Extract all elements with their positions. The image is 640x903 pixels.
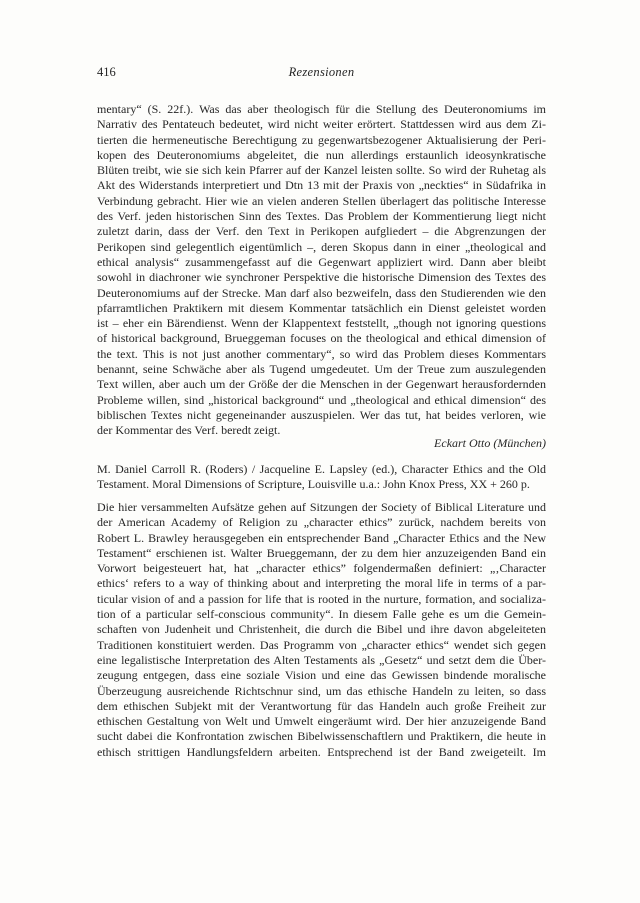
text-line: kopen des Deuteronomiums abgeleitet, die nun allerdings erstaunlich ideosynkratische	[97, 147, 546, 162]
text-line: M. Daniel Carroll R. (Roders) / Jacqueline E. Lapsley (ed.), Character Ethics and the Old	[97, 462, 546, 476]
text-line: dem ethischen Subjekt mit der Verantwortung für das Handeln auch große Freiheit zur	[97, 698, 546, 713]
text-line: Deuteronomiums auf der Strecke. Man darf also bezweifeln, dass den Studierenden wie den	[97, 285, 546, 300]
text-line: ethischen Gestaltung von Welt und Umwelt eingeräumt wird. Der hier anzuzeigende Band	[97, 714, 546, 729]
text-line: mentary“ (S. 22f.). Was das aber theologisch für die Stellung des Deuteronomiums im	[97, 102, 546, 116]
text-line: Narrativ des Pentateuch bedeutet, wird nicht weiter erörtert. Stattdessen wird aus dem Zi-	[97, 117, 546, 132]
text-line: pfarramtlichen Praktikern mit diesem Kommentar tatsächlich ein Dienst geleistet worden	[97, 300, 546, 315]
text-line: Blüten treibt, wie sie sich kein Pfarrer auf der Kanzel leisten sollte. So wird der Ruhetag als	[97, 163, 546, 178]
text-line: zeugung entgegen, dass eine soziale Vision und eine das Gewissen bindende moralische	[97, 668, 546, 683]
text-line: des Verf. jeden historischen Sinn des Textes. Das Problem der Kommentierung liegt nicht	[97, 209, 546, 224]
running-title: Rezensionen	[288, 65, 355, 79]
text-line: tion of a particular self-conscious community“. In diesem Falle gehe es um die Gemein-	[97, 607, 546, 622]
text-line: Traditionen konstituiert werden. Das Programm von „character ethics“ wendet sich gegen	[97, 637, 546, 652]
text-line: ethical analysis“ zusammengefasst auf die Gegenwart appliziert wird. Dann aber bleibt	[97, 254, 546, 269]
text-line: of historical background, Brueggeman focuses on the theological and ethical dimension of	[97, 331, 546, 346]
review2-body-paragraph	[97, 500, 546, 760]
text-line: Perikopen sind gelegentlich eigentümlich –, deren Skopus dann in einer „theological and	[97, 239, 546, 254]
page-header	[97, 64, 546, 80]
text-line: ist – eher ein Bärendienst. Wenn der Klappentext feststellt, „though not ignoring questions	[97, 316, 546, 331]
page-content	[97, 0, 546, 903]
text-line: Testament. Moral Dimensions of Scripture, Louisville u.a.: John Knox Press, XX + 260 p.	[97, 477, 530, 492]
text-line: Testament“ erschienen ist. Walter Brueggemann, der zu dem hier anzuzeigenden Band ein	[97, 545, 546, 560]
text-line: the text. This is not just another commentary“, so wird das Problem dieses Kommentars	[97, 346, 546, 361]
text-line: benannt, seine Schwäche aber als Tugend umgedeutet. Um der Treue zum auszulegenden	[97, 362, 546, 377]
text-line: eine legalistische Interpretation des Alten Testaments als „Gesetz“ und setzt dem die Über-	[97, 652, 546, 667]
text-line: der Kommentar des Verf. beredt zeigt.	[97, 423, 281, 438]
reviewer-signature: Eckart Otto (München)	[434, 436, 546, 450]
text-line: sucht dabei die Konfrontation zwischen Bibelwissenschaftlern und Praktikern, die heute in	[97, 729, 546, 744]
text-line: Überzeugung ausreichende Richtschnur sind, um das ethische Handeln zu leiten, so dass	[97, 683, 546, 698]
text-line: sowohl in diachroner wie synchroner Perspektive die historische Dimension des Textes des	[97, 270, 546, 285]
review2-book-heading	[97, 462, 546, 493]
text-line: Text willen, aber auch um der Größe der die Menschen in der Gegenwart herausfordernden	[97, 377, 546, 392]
text-line: ethisch strittigen Handlungsfeldern arbeiten. Entsprechend ist der Band zweigeteilt. Im	[97, 744, 546, 759]
page-number: 416	[97, 65, 116, 79]
text-line: Robert L. Brawley herausgegeben ein entsprechender Band „Character Ethics and the New	[97, 530, 546, 545]
text-line: tierten die hermeneutische Berechtigung zu gegenwartsbezogener Aktualisierung der Peri-	[97, 132, 546, 147]
text-line: Die hier versammelten Aufsätze gehen auf Sitzungen der Society of Biblical Literature und	[97, 500, 546, 514]
text-line: biblischen Textes nicht gegeneinander auszuspielen. Wer das tut, hat beides verloren, wie	[97, 407, 546, 422]
review1-body-paragraph	[97, 102, 546, 439]
text-line: ethics‘ refers to a way of thinking about and interpreting the moral life in terms of a par-	[97, 576, 546, 591]
text-line: ticular vision of and a passion for life that is rooted in the nurture, formation, and socializa-	[97, 591, 546, 606]
text-line: schaften von Judenheit und Christenheit, die durch die Bibel und ihre davon abgeleiteten	[97, 622, 546, 637]
text-line: der American Academy of Religion zu „character ethics” zurück, nachdem bereits von	[97, 515, 546, 530]
text-line: Akt des Widerstands interpretiert und Dtn 13 mit der Praxis von „neckties“ in Südafrika in	[97, 178, 546, 193]
text-line: zuletzt darin, dass der Verf. den Text in Perikopen aufgliedert – die Abgrenzungen der	[97, 224, 546, 239]
text-line: Verbindung gebracht. Hier wie an vielen anderen Stellen überlagert das politische Interesse	[97, 193, 546, 208]
text-line: Vorwort beigesteuert hat, hat „character ethics” folgendermaßen definiert: „‚Character	[97, 561, 546, 576]
text-line: Probleme willen, sind „historical background“ und „theological and ethical dimension“ des	[97, 392, 546, 407]
